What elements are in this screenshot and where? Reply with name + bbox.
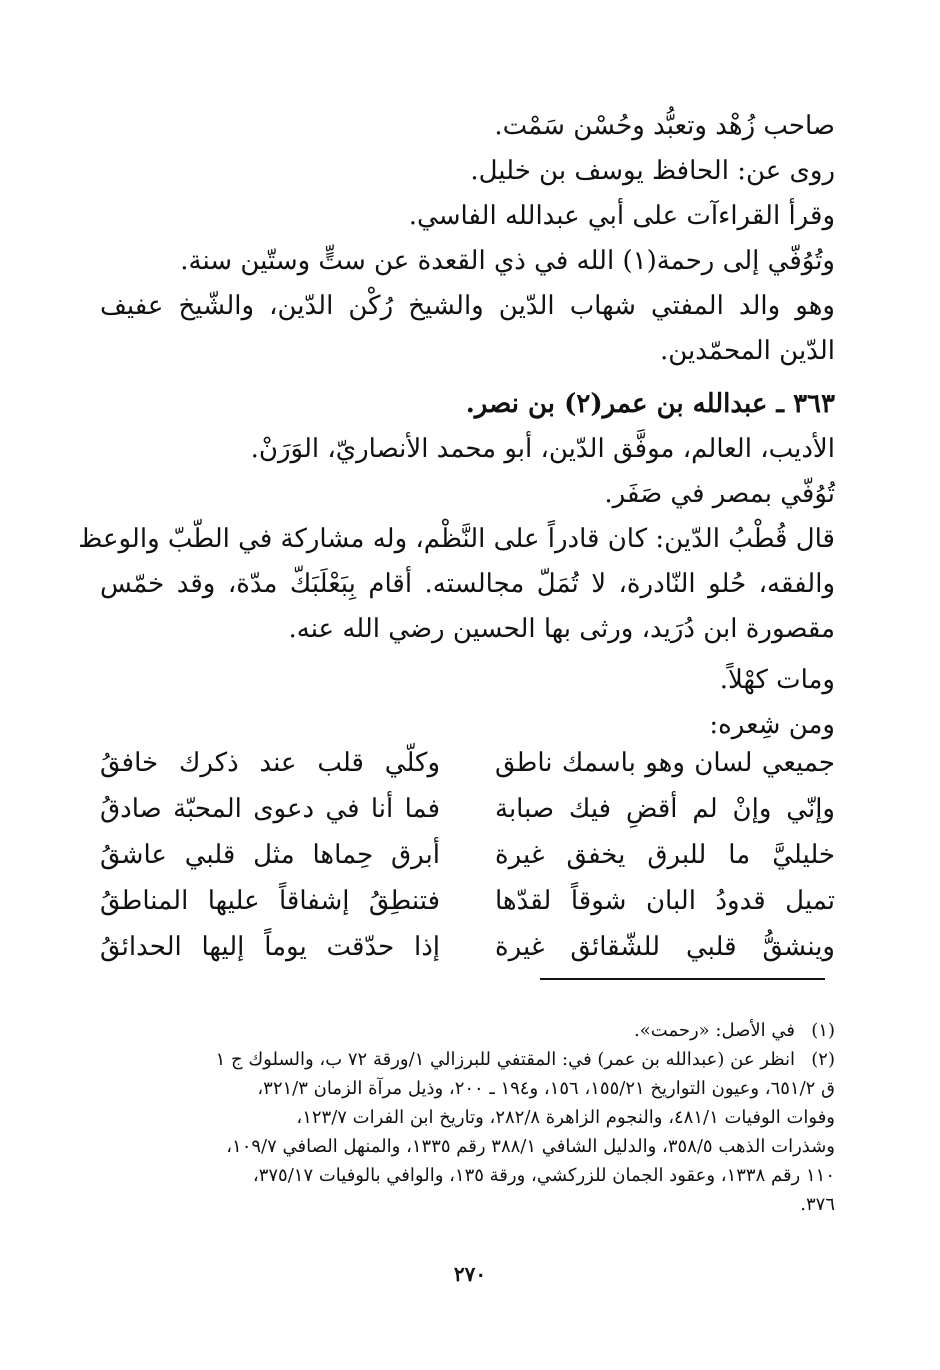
- text-line: مقصورة ابن دُرَيد، ورثى بها الحسين رضي الله عنه.: [288, 614, 835, 644]
- text-line: وهو والد المفتي شهاب الدّين والشيخ رُكْن الدّين، والشّيخ عفيف: [100, 291, 835, 321]
- verse-first-hemistich: جميعي لسان وهو باسمك ناطق: [495, 748, 835, 778]
- footnote-text: وفوات الوفيات ٤٨١/١، والنجوم الزاهرة ٢٨٢/٨، وتاريخ ابن الفرات ١٢٣/٧،: [296, 1107, 835, 1128]
- text-line: الأديب، العالم، موفَّق الدّين، أبو محمد الأنصاريّ، الوَرَنْ.: [250, 434, 835, 464]
- verse-second-hemistich: إذا حدّقت يوماً إليها الحدائقُ: [100, 932, 440, 962]
- verse-first-hemistich: وإنّي وإنْ لم أقضِ فيك صبابة: [495, 794, 835, 824]
- footnote: [100, 1016, 835, 1045]
- verse-first-hemistich: تميل قدودُ البان شوقاً لقدّها: [495, 886, 835, 916]
- footnote-number: (١): [811, 1020, 835, 1041]
- main-text: [78, 104, 835, 748]
- page-number: ٢٧٠: [453, 1262, 487, 1286]
- verse-first-hemistich: خليليَّ ما للبرق يخفق غيرة: [495, 840, 835, 870]
- footnote-text: في الأصل: «رحمت».: [634, 1020, 795, 1041]
- text-line: الدّين المحمّدين.: [659, 336, 835, 366]
- footnote-text: ١١٠ رقم ١٣٣٨، وعقود الجمان للزركشي، ورقة ١٣٥، والوافي بالوفيات ٣٧٥/١٧،: [252, 1165, 835, 1186]
- poem-verse: [100, 740, 835, 786]
- footnote-text: انظر عن (عبدالله بن عمر) في: المقتفي للبرزالي ١/ورقة ٧٢ ب، والسلوك ج ١: [215, 1049, 795, 1070]
- footnote-text: وشذرات الذهب ٣٥٨/٥، والدليل الشافي ٣٨٨/١ رقم ١٣٣٥، والمنهل الصافي ١٠٩/٧،: [226, 1136, 835, 1157]
- text-line: ومن شِعره:: [709, 710, 835, 740]
- text-line: وقرأ القراءآت على أبي عبدالله الفاسي.: [408, 201, 835, 231]
- poem-verse: [100, 924, 835, 970]
- footnote: [100, 1045, 835, 1074]
- entry-heading: ٣٦٣ ـ عبدالله بن عمر(٢) بن نصر.: [465, 389, 835, 419]
- text-line: والفقه، حُلو النّادرة، لا تُمَلّ مجالسته. أقام بِبَعْلَبَكّ مدّة، وقد خمّس: [100, 569, 835, 599]
- poem-verse: [100, 786, 835, 832]
- text-line: صاحب زُهْد وتعبُّد وحُسْن سَمْت.: [494, 111, 835, 141]
- footnote-separator: [540, 978, 825, 980]
- verse-second-hemistich: فتنطِقُ إشفاقاً عليها المناطقُ: [100, 886, 440, 916]
- verse-first-hemistich: وينشقُّ قلبي للشّقائق غيرة: [495, 932, 835, 962]
- text-line: تُوُفّي بمصر في صَفَر.: [604, 479, 835, 509]
- poem-verse: [100, 832, 835, 878]
- footnotes: [100, 1016, 835, 1219]
- verse-second-hemistich: فما أنا في دعوى المحبّة صادقُ: [100, 794, 440, 824]
- text-line: قال قُطْبُ الدّين: كان قادراً على النَّظْم، وله مشاركة في الطّبّ والوعظ: [78, 524, 835, 554]
- footnote-text: ٣٧٦.: [800, 1194, 835, 1215]
- verse-second-hemistich: أبرق حِماها مثل قلبي عاشقُ: [100, 840, 440, 870]
- footnote-text: ق ٦٥١/٢، وعيون التواريخ ١٥٥/٢١، ١٥٦، و١٩٤ ـ ٢٠٠، وذيل مرآة الزمان ٣٢١/٣،: [257, 1078, 835, 1099]
- text-line: ومات كهْلاً.: [719, 665, 835, 695]
- footnote-number: (٢): [811, 1049, 835, 1070]
- verse-second-hemistich: وكلّي قلب عند ذكرك خافقُ: [100, 748, 440, 778]
- text-line: وتُوُفّي إلى رحمة(١) الله في ذي القعدة عن ستٍّ وستّين سنة.: [180, 246, 835, 276]
- text-line: روى عن: الحافظ يوسف بن خليل.: [470, 156, 835, 186]
- poem-verse: [100, 878, 835, 924]
- poem: [100, 740, 835, 970]
